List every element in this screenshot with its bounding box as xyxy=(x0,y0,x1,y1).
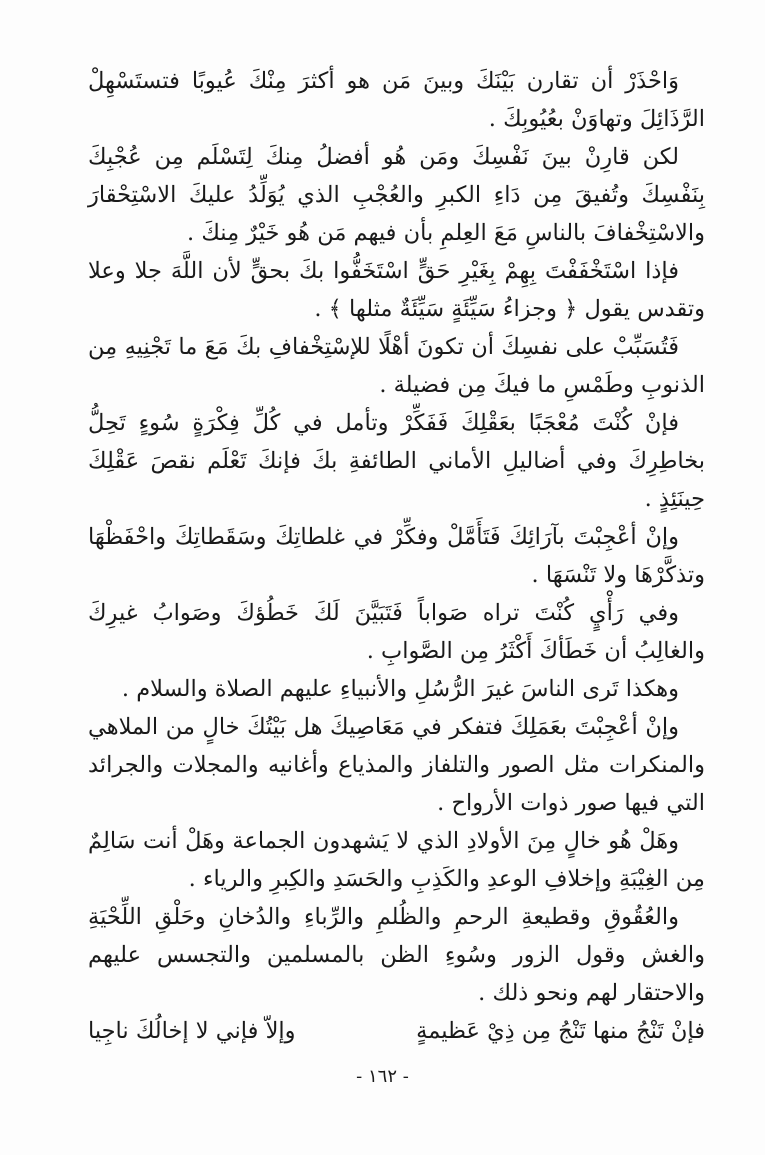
paragraph: وفي رَأْيٍ كُنْتَ تراه صَواباً فَتَبَيَّنَ لَكَ خَطُؤكَ وصَوابُ غيرِكَ والغالِبُ أن خَطَأكَ أَكْثَرُ مِن الصَّوابِ . xyxy=(88,600,705,664)
poetry-verse xyxy=(88,1012,705,1050)
paragraph: وهكذا تَرى الناسَ غيرَ الرُّسُلِ والأنبياءِ عليهم الصلاة والسلام . xyxy=(121,676,679,702)
page-number: - ١٦٢ - xyxy=(356,1066,409,1087)
paragraph: فإذا اسْتَخْفَفْتَ بِهِمْ بِغَيْرِ حَقٍّ اسْتَخَفُّوا بكَ بحقٍّ لأن اللَّهَ جلا وعلا وتقدس يقول ﴿ وجزاءُ سَيِّئَةٍ سَيِّئَةٌ مثلها ﴾ . xyxy=(88,258,705,322)
paragraph: والعُقُوقِ وقطيعةِ الرحمِ والظُلمِ والرِّباءِ والدُخانِ وحَلْقِ اللِّحْيَةِ والغش وقول الزور وسُوءِ الظن بالمسلمين والتجسس عليهم والاحتقار لهم ونحو ذلك . xyxy=(88,904,705,1006)
paragraph: وَاحْذَرْ أن تقارن بَيْنَكَ وبينَ مَن هو أكثرَ مِنْكَ عُيوبًا فتستَسْهِلْ الرَّذَائِلَ وتهاوَنْ بعُيُوبِكَ . xyxy=(88,68,705,132)
page-body-text xyxy=(88,62,705,1050)
paragraph: لكن قارِنْ بينَ نَفْسِكَ ومَن هُو أفضلُ مِنكَ لِتَسْلَم مِن عُجْبِكَ بِنَفْسِكَ وتُفيقَ مِن دَاءِ الكبرِ والعُجْبِ الذي يُوَلِّدُ عليكَ الاسْتِحْقارَ والاسْتِخْفافَ بالناسِ مَعَ العِلمِ بأن فيهم مَن هُو خَيْرٌ مِنكَ . xyxy=(88,144,705,246)
verse-second-hemistich: وإلاّ فإني لا إخالُكَ ناجِيا xyxy=(88,1018,296,1044)
paragraph: فَتُسَبِّبْ على نفسِكَ أن تكونَ أهْلًا للإسْتِخْفافِ بكَ مَعَ ما تَجْنِيهِ مِن الذنوبِ وطَمْسِ ما فيكَ مِن فضيلة . xyxy=(88,334,705,398)
paragraph: وهَلْ هُو خالٍ مِنَ الأولادِ الذي لا يَشهدون الجماعة وهَلْ أنت سَالِمٌ مِن الغِيْبَةِ وإخلافِ الوعدِ والكَذِبِ والحَسَدِ والكِبرِ والرياء . xyxy=(88,828,705,892)
paragraph: فإنْ كُنْتَ مُعْجَبًا بعَقْلِكَ فَفَكِّرْ وتأمل في كُلِّ فِكْرَةٍ سُوءٍ تَحِلُّ بخاطِرِكَ وفي أضاليلِ الأماني الطائفةِ بكَ فإنكَ تَعْلَم نقصَ عَقْلِكَ حِينَئِذٍ . xyxy=(88,410,705,512)
paragraph: وإنْ أعْجِبْتَ بعَمَلِكَ فتفكر في مَعَاصِيكَ هل بَيْتُكَ خالٍ من الملاهي والمنكرات مثل الصور والتلفاز والمذياع وأغانيه والمجلات والجرائد التي فيها صور ذوات الأرواح . xyxy=(88,714,705,816)
verse-first-hemistich: فإنْ تَنْجُ منها تَنْجُ مِن ذِيْ عَظيمةٍ xyxy=(416,1018,705,1044)
paragraph: وإنْ أعْجِبْتَ بآرَائِكَ فَتَأَمَّلْ وفكِّرْ في غلطاتِكَ وسَقَطاتِكَ واحْفَظْهَا وتذكَّرْهَا ولا تَنْسَهَا . xyxy=(88,524,705,588)
